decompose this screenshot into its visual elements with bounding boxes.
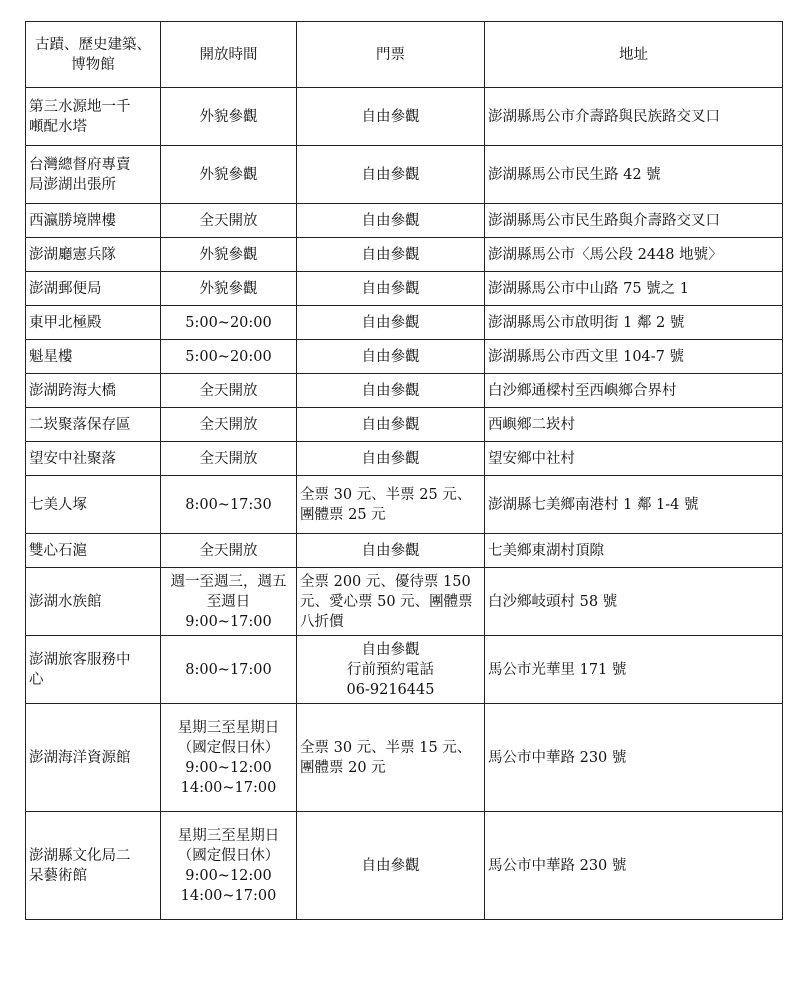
table-row: [26, 568, 783, 636]
table-row: [26, 534, 783, 568]
table-row: [26, 812, 783, 920]
table-row: [26, 146, 783, 204]
site-cell: 望安中社聚落: [26, 442, 161, 476]
table-row: [26, 408, 783, 442]
hours-cell: 5:00~20:00: [161, 306, 297, 340]
ticket-cell: 全票 200 元、優待票 150 元、愛心票 50 元、團體票 八折價: [297, 568, 485, 636]
address-cell: 西嶼鄉二崁村: [485, 408, 783, 442]
address-cell: 白沙鄉通樑村至西嶼鄉合界村: [485, 374, 783, 408]
site-cell: 台灣總督府專賣 局澎湖出張所: [26, 146, 161, 204]
site-cell: 二崁聚落保存區: [26, 408, 161, 442]
hours-cell: 星期三至星期日 （國定假日休） 9:00~12:00 14:00~17:00: [161, 704, 297, 812]
site-cell: 雙心石滬: [26, 534, 161, 568]
site-cell: 東甲北極殿: [26, 306, 161, 340]
header-address: 地址: [485, 22, 783, 88]
address-cell: 七美鄉東湖村頂隙: [485, 534, 783, 568]
ticket-cell: 自由參觀: [297, 812, 485, 920]
hours-cell: 8:00~17:30: [161, 476, 297, 534]
ticket-cell: 自由參觀: [297, 306, 485, 340]
hours-cell: 8:00~17:00: [161, 636, 297, 704]
header-site: 古蹟、歷史建築、 博物館: [26, 22, 161, 88]
hours-cell: 全天開放: [161, 534, 297, 568]
ticket-cell: 自由參觀 行前預約電話 06-9216445: [297, 636, 485, 704]
address-cell: 澎湖縣馬公市民生路與介壽路交叉口: [485, 204, 783, 238]
site-cell: 澎湖廳憲兵隊: [26, 238, 161, 272]
header-ticket: 門票: [297, 22, 485, 88]
table-row: [26, 374, 783, 408]
site-cell: 澎湖郵便局: [26, 272, 161, 306]
ticket-cell: 自由參觀: [297, 442, 485, 476]
site-cell: 七美人塚: [26, 476, 161, 534]
address-cell: 澎湖縣馬公市西文里 104-7 號: [485, 340, 783, 374]
hours-cell: 週一至週三，週五 至週日 9:00~17:00: [161, 568, 297, 636]
ticket-cell: 自由參觀: [297, 88, 485, 146]
hours-cell: 全天開放: [161, 374, 297, 408]
header-row: [26, 22, 783, 88]
ticket-cell: 自由參觀: [297, 238, 485, 272]
site-cell: 第三水源地一千 噸配水塔: [26, 88, 161, 146]
table-row: [26, 238, 783, 272]
hours-cell: 星期三至星期日 （國定假日休） 9:00~12:00 14:00~17:00: [161, 812, 297, 920]
site-cell: 澎湖縣文化局二 呆藝術館: [26, 812, 161, 920]
address-cell: 馬公市中華路 230 號: [485, 812, 783, 920]
header-hours: 開放時間: [161, 22, 297, 88]
address-cell: 馬公市光華里 171 號: [485, 636, 783, 704]
address-cell: 澎湖縣馬公市啟明街 1 鄰 2 號: [485, 306, 783, 340]
site-cell: 魁星樓: [26, 340, 161, 374]
table-row: [26, 442, 783, 476]
hours-cell: 外貌參觀: [161, 146, 297, 204]
ticket-cell: 自由參觀: [297, 374, 485, 408]
ticket-cell: 自由參觀: [297, 408, 485, 442]
address-cell: 白沙鄉岐頭村 58 號: [485, 568, 783, 636]
table-row: [26, 704, 783, 812]
table-row: [26, 476, 783, 534]
ticket-cell: 自由參觀: [297, 534, 485, 568]
site-cell: 澎湖海洋資源館: [26, 704, 161, 812]
address-cell: 澎湖縣馬公市中山路 75 號之 1: [485, 272, 783, 306]
site-cell: 西瀛勝境牌樓: [26, 204, 161, 238]
hours-cell: 全天開放: [161, 442, 297, 476]
hours-cell: 全天開放: [161, 204, 297, 238]
ticket-cell: 自由參觀: [297, 204, 485, 238]
table-row: [26, 88, 783, 146]
table-row: [26, 340, 783, 374]
ticket-cell: 全票 30 元、半票 25 元、 團體票 25 元: [297, 476, 485, 534]
address-cell: 澎湖縣七美鄉南港村 1 鄰 1-4 號: [485, 476, 783, 534]
address-cell: 澎湖縣馬公市介壽路與民族路交叉口: [485, 88, 783, 146]
hours-cell: 全天開放: [161, 408, 297, 442]
hours-cell: 外貌參觀: [161, 272, 297, 306]
site-cell: 澎湖跨海大橋: [26, 374, 161, 408]
hours-cell: 5:00~20:00: [161, 340, 297, 374]
address-cell: 望安鄉中社村: [485, 442, 783, 476]
attractions-table: [25, 21, 783, 920]
table-row: [26, 306, 783, 340]
address-cell: 馬公市中華路 230 號: [485, 704, 783, 812]
address-cell: 澎湖縣馬公市民生路 42 號: [485, 146, 783, 204]
ticket-cell: 自由參觀: [297, 340, 485, 374]
ticket-cell: 自由參觀: [297, 272, 485, 306]
site-cell: 澎湖水族館: [26, 568, 161, 636]
hours-cell: 外貌參觀: [161, 88, 297, 146]
ticket-cell: 全票 30 元、半票 15 元、 團體票 20 元: [297, 704, 485, 812]
site-cell: 澎湖旅客服務中 心: [26, 636, 161, 704]
address-cell: 澎湖縣馬公市〈馬公段 2448 地號〉: [485, 238, 783, 272]
ticket-cell: 自由參觀: [297, 146, 485, 204]
table-row: [26, 272, 783, 306]
hours-cell: 外貌參觀: [161, 238, 297, 272]
table-row: [26, 204, 783, 238]
table-row: [26, 636, 783, 704]
